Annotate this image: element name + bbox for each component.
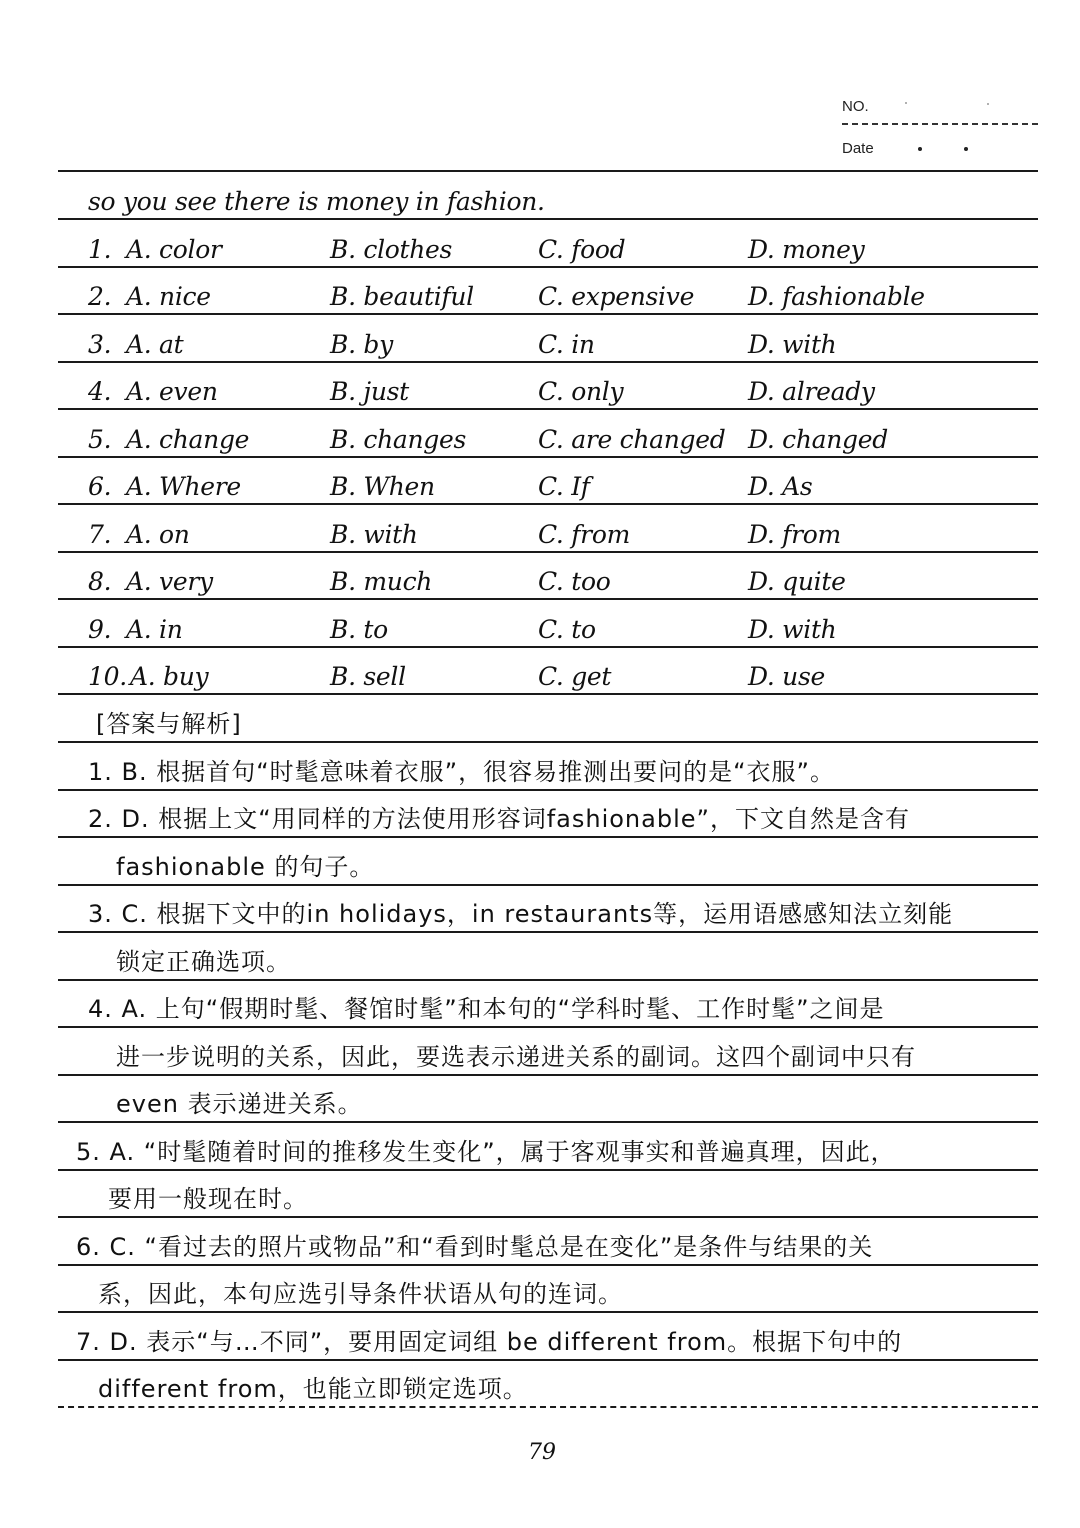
question-row [58,416,1038,456]
ruled-line [58,1121,1038,1123]
explanation-line [58,1129,1038,1169]
question-number: 8. [88,567,112,596]
explanation-text: even 表示递进关系。 [116,1090,363,1118]
answers-heading-line [58,701,1038,741]
option-c: C. only [538,377,624,406]
question-row [58,606,1038,646]
question-row [58,558,1038,598]
option-d: D. money [748,235,865,264]
option-b: B. clothes [330,235,453,264]
ruled-line [58,1026,1038,1028]
explanation-text: 7. D. 表示“与…不同”，要用固定词组 be different from。根据下句中的 [76,1328,903,1356]
option-d: D. fashionable [748,282,925,311]
question-number: 5. [88,425,112,454]
option-a: A. very [126,567,213,596]
ruled-line [58,598,1038,600]
option-a: A. change [126,425,250,454]
no-label: NO. [842,98,869,115]
option-d: D. use [748,662,825,691]
date-label: Date [842,140,874,157]
ruled-line [58,218,1038,220]
option-a: A. color [126,235,222,264]
explanation-text: 2. D. 根据上文“用同样的方法使用形容词fashionable”，下文自然是含有 [88,805,910,833]
explanation-line [58,749,1038,789]
ruled-line [58,551,1038,553]
option-b: B. by [330,330,393,359]
ruled-line [58,646,1038,648]
explanation-text: 要用一般现在时。 [108,1185,308,1213]
ruled-line [58,1074,1038,1076]
question-number: 1. [88,235,112,264]
question-row [58,653,1038,693]
option-d: D. from [748,520,841,549]
option-c: C. from [538,520,630,549]
option-b: B. sell [330,662,406,691]
question-number: 7. [88,520,112,549]
option-b: B. much [330,567,433,596]
explanation-line [58,939,1038,979]
option-c: C. If [538,472,590,501]
option-a: A. even [126,377,218,406]
explanation-line [58,986,1038,1026]
no-dot [905,102,907,104]
question-row [58,273,1038,313]
date-dot [918,147,922,151]
option-b: B. to [330,615,388,644]
ruled-line [58,456,1038,458]
ruled-line [58,1359,1038,1361]
explanation-line [58,1319,1038,1359]
option-c: C. food [538,235,626,264]
ruled-line [58,1169,1038,1171]
option-b: B. just [330,377,409,406]
header-rule [58,170,1038,172]
explanation-line [58,1366,1038,1406]
ruled-line [58,313,1038,315]
option-d: D. already [748,377,875,406]
question-row [58,321,1038,361]
option-d: D. quite [748,567,846,596]
question-row [58,368,1038,408]
explanation-line [58,796,1038,836]
ruled-line [58,266,1038,268]
option-c: C. to [538,615,596,644]
explanation-line [58,1081,1038,1121]
passage-line [58,178,1038,218]
option-d: D. As [748,472,813,501]
ruled-line [58,884,1038,886]
question-row [58,463,1038,503]
explanation-text: 4. A. 上句“假期时髦、餐馆时髦”和本句的“学科时髦、工作时髦”之间是 [88,995,885,1023]
option-a: A. buy [130,662,209,691]
option-a: A. in [126,615,183,644]
option-c: C. are changed [538,425,726,454]
passage-end-text: so you see there is money in fashion. [88,187,545,216]
option-a: A. Where [126,472,241,501]
ruled-line [58,408,1038,410]
question-number: 9. [88,615,112,644]
explanation-text: 锁定正确选项。 [116,948,291,976]
option-b: B. beautiful [330,282,474,311]
explanation-line [58,844,1038,884]
option-d: D. with [748,330,837,359]
explanation-text: 1. B. 根据首句“时髦意味着衣服”，很容易推测出要问的是“衣服”。 [88,758,835,786]
explanation-line [58,891,1038,931]
no-dot [987,103,989,105]
explanation-line [58,1271,1038,1311]
option-c: C. get [538,662,612,691]
explanation-text: 6. C. “看过去的照片或物品”和“看到时髦总是在变化”是条件与结果的关 [76,1233,874,1261]
question-number: 10. [88,662,127,691]
ruled-line [58,789,1038,791]
ruled-line [58,693,1038,695]
question-number: 6. [88,472,112,501]
explanation-text: different from，也能立即锁定选项。 [98,1375,528,1403]
explanation-text: 5. A. “时髦随着时间的推移发生变化”，属于客观事实和普遍真理，因此， [76,1138,896,1166]
explanation-text: 3. C. 根据下文中的in holidays，in restaurants等，运用语感感知法立刻能 [88,900,954,928]
ruled-line [58,979,1038,981]
option-b: B. When [330,472,435,501]
ruled-line [58,836,1038,838]
page-number: 79 [528,1440,556,1465]
answers-heading: [答案与解析] [96,710,242,738]
option-b: B. with [330,520,418,549]
date-dot [964,147,968,151]
ruled-line [58,1264,1038,1266]
option-a: A. nice [126,282,211,311]
option-a: A. on [126,520,190,549]
ruled-line [58,503,1038,505]
explanation-line [58,1176,1038,1216]
option-c: C. too [538,567,611,596]
explanation-text: 系，因此，本句应选引导条件状语从句的连词。 [98,1280,623,1308]
question-row [58,226,1038,266]
option-b: B. changes [330,425,467,454]
ruled-line [58,361,1038,363]
explanation-text: fashionable 的句子。 [116,853,375,881]
question-number: 4. [88,377,112,406]
question-number: 2. [88,282,112,311]
ruled-line [58,1216,1038,1218]
explanation-line [58,1034,1038,1074]
ruled-line [58,741,1038,743]
ruled-line [58,1311,1038,1313]
option-d: D. changed [748,425,888,454]
option-c: C. in [538,330,595,359]
option-d: D. with [748,615,837,644]
option-c: C. expensive [538,282,695,311]
question-number: 3. [88,330,112,359]
option-a: A. at [126,330,184,359]
no-dashed-line [842,123,1038,125]
explanation-text: 进一步说明的关系，因此，要选表示递进关系的副词。这四个副词中只有 [116,1043,916,1071]
ruled-line [58,1406,1038,1408]
explanation-line [58,1224,1038,1264]
question-row [58,511,1038,551]
ruled-line [58,931,1038,933]
